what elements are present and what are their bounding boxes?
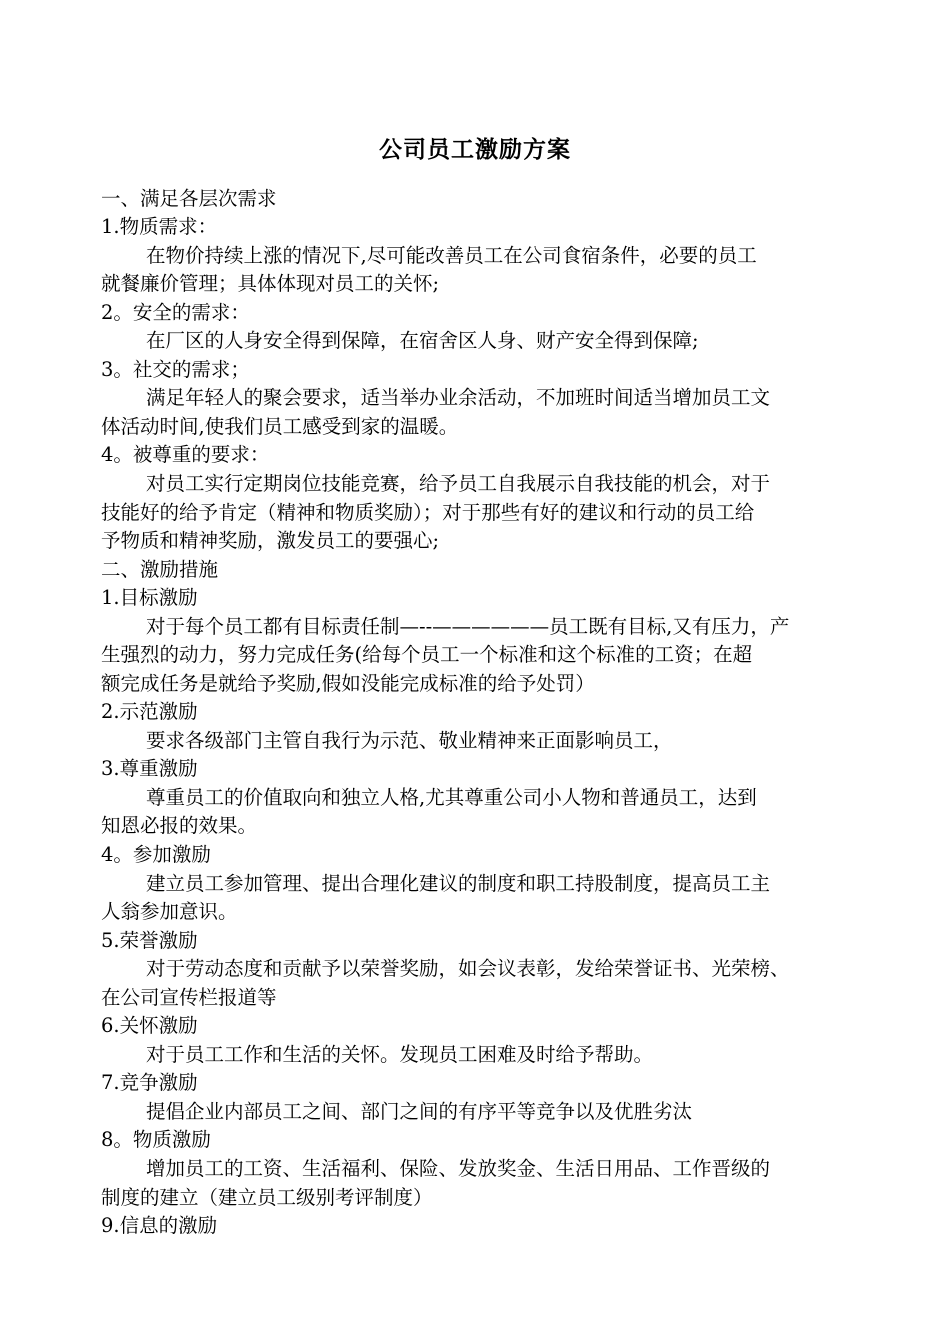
paragraph-line: 技能好的给予肯定（精神和物质奖励）；对于那些有好的建议和行动的员工给 (101, 501, 755, 524)
paragraph-line: 尊重员工的价值取向和独立人格,尤其尊重公司小人物和普通员工，达到 (146, 786, 757, 809)
item-heading: 3.尊重激励 (101, 757, 198, 780)
paragraph-line: 在物价持续上涨的情况下,尽可能改善员工在公司食宿条件，必要的员工 (146, 244, 757, 267)
item-heading: 4。被尊重的要求： (101, 443, 270, 466)
paragraph-line: 就餐廉价管理；具体体现对员工的关怀; (101, 272, 440, 295)
document-title: 公司员工激励方案 (379, 136, 571, 163)
paragraph-line: 建立员工参加管理、提出合理化建议的制度和职工持股制度，提高员工主 (146, 872, 771, 895)
item-heading: 1.目标激励 (101, 586, 198, 609)
paragraph-line: 对于员工工作和生活的关怀。发现员工困难及时给予帮助。 (146, 1043, 654, 1066)
paragraph-line: 要求各级部门主管自我行为示范、敬业精神来正面影响员工， (146, 729, 673, 752)
paragraph-line: 人翁参加意识。 (101, 900, 238, 923)
paragraph-line: 在公司宣传栏报道等 (101, 986, 277, 1009)
paragraph-line: 对于每个员工都有目标责任制—--——————员工既有目标,又有压力，产 (146, 615, 790, 638)
item-heading: 3。社交的需求； (101, 358, 250, 381)
item-heading: 6.关怀激励 (101, 1014, 198, 1037)
item-heading: 4。参加激励 (101, 843, 211, 866)
section-heading: 二、激励措施 (101, 558, 219, 581)
paragraph-line: 提倡企业内部员工之间、部门之间的有序平等竞争以及优胜劣汰 (146, 1100, 693, 1123)
section-heading: 一、满足各层次需求 (101, 187, 277, 210)
item-heading: 1.物质需求： (101, 215, 218, 238)
item-heading: 2。安全的需求： (101, 301, 250, 324)
paragraph-line: 知恩必报的效果。 (101, 814, 258, 837)
paragraph-line: 生强烈的动力，努力完成任务(给每个员工一个标准和这个标准的工资；在超 (101, 643, 753, 666)
item-heading: 8。物质激励 (101, 1128, 211, 1151)
paragraph-line: 制度的建立（建立员工级别考评制度） (101, 1186, 433, 1209)
paragraph-line: 对员工实行定期岗位技能竞赛，给予员工自我展示自我技能的机会，对于 (146, 472, 771, 495)
paragraph-line: 对于劳动态度和贡献予以荣誉奖励，如会议表彰，发给荣誉证书、光荣榜、 (146, 957, 790, 980)
paragraph-line: 在厂区的人身安全得到保障，在宿舍区人身、财产安全得到保障; (146, 329, 699, 352)
paragraph-line: 增加员工的工资、生活福利、保险、发放奖金、生活日用品、工作晋级的 (146, 1157, 771, 1180)
item-heading: 5.荣誉激励 (101, 929, 198, 952)
paragraph-line: 满足年轻人的聚会要求，适当举办业余活动，不加班时间适当增加员工文 (146, 386, 771, 409)
item-heading: 2.示范激励 (101, 700, 198, 723)
paragraph-line: 额完成任务是就给予奖励,假如没能完成标准的给予处罚） (101, 672, 595, 695)
paragraph-line: 体活动时间,使我们员工感受到家的温暖。 (101, 415, 459, 438)
paragraph-line: 予物质和精神奖励，激发员工的要强心; (101, 529, 440, 552)
item-heading: 7.竞争激励 (101, 1071, 198, 1094)
item-heading: 9.信息的激励 (101, 1214, 218, 1237)
